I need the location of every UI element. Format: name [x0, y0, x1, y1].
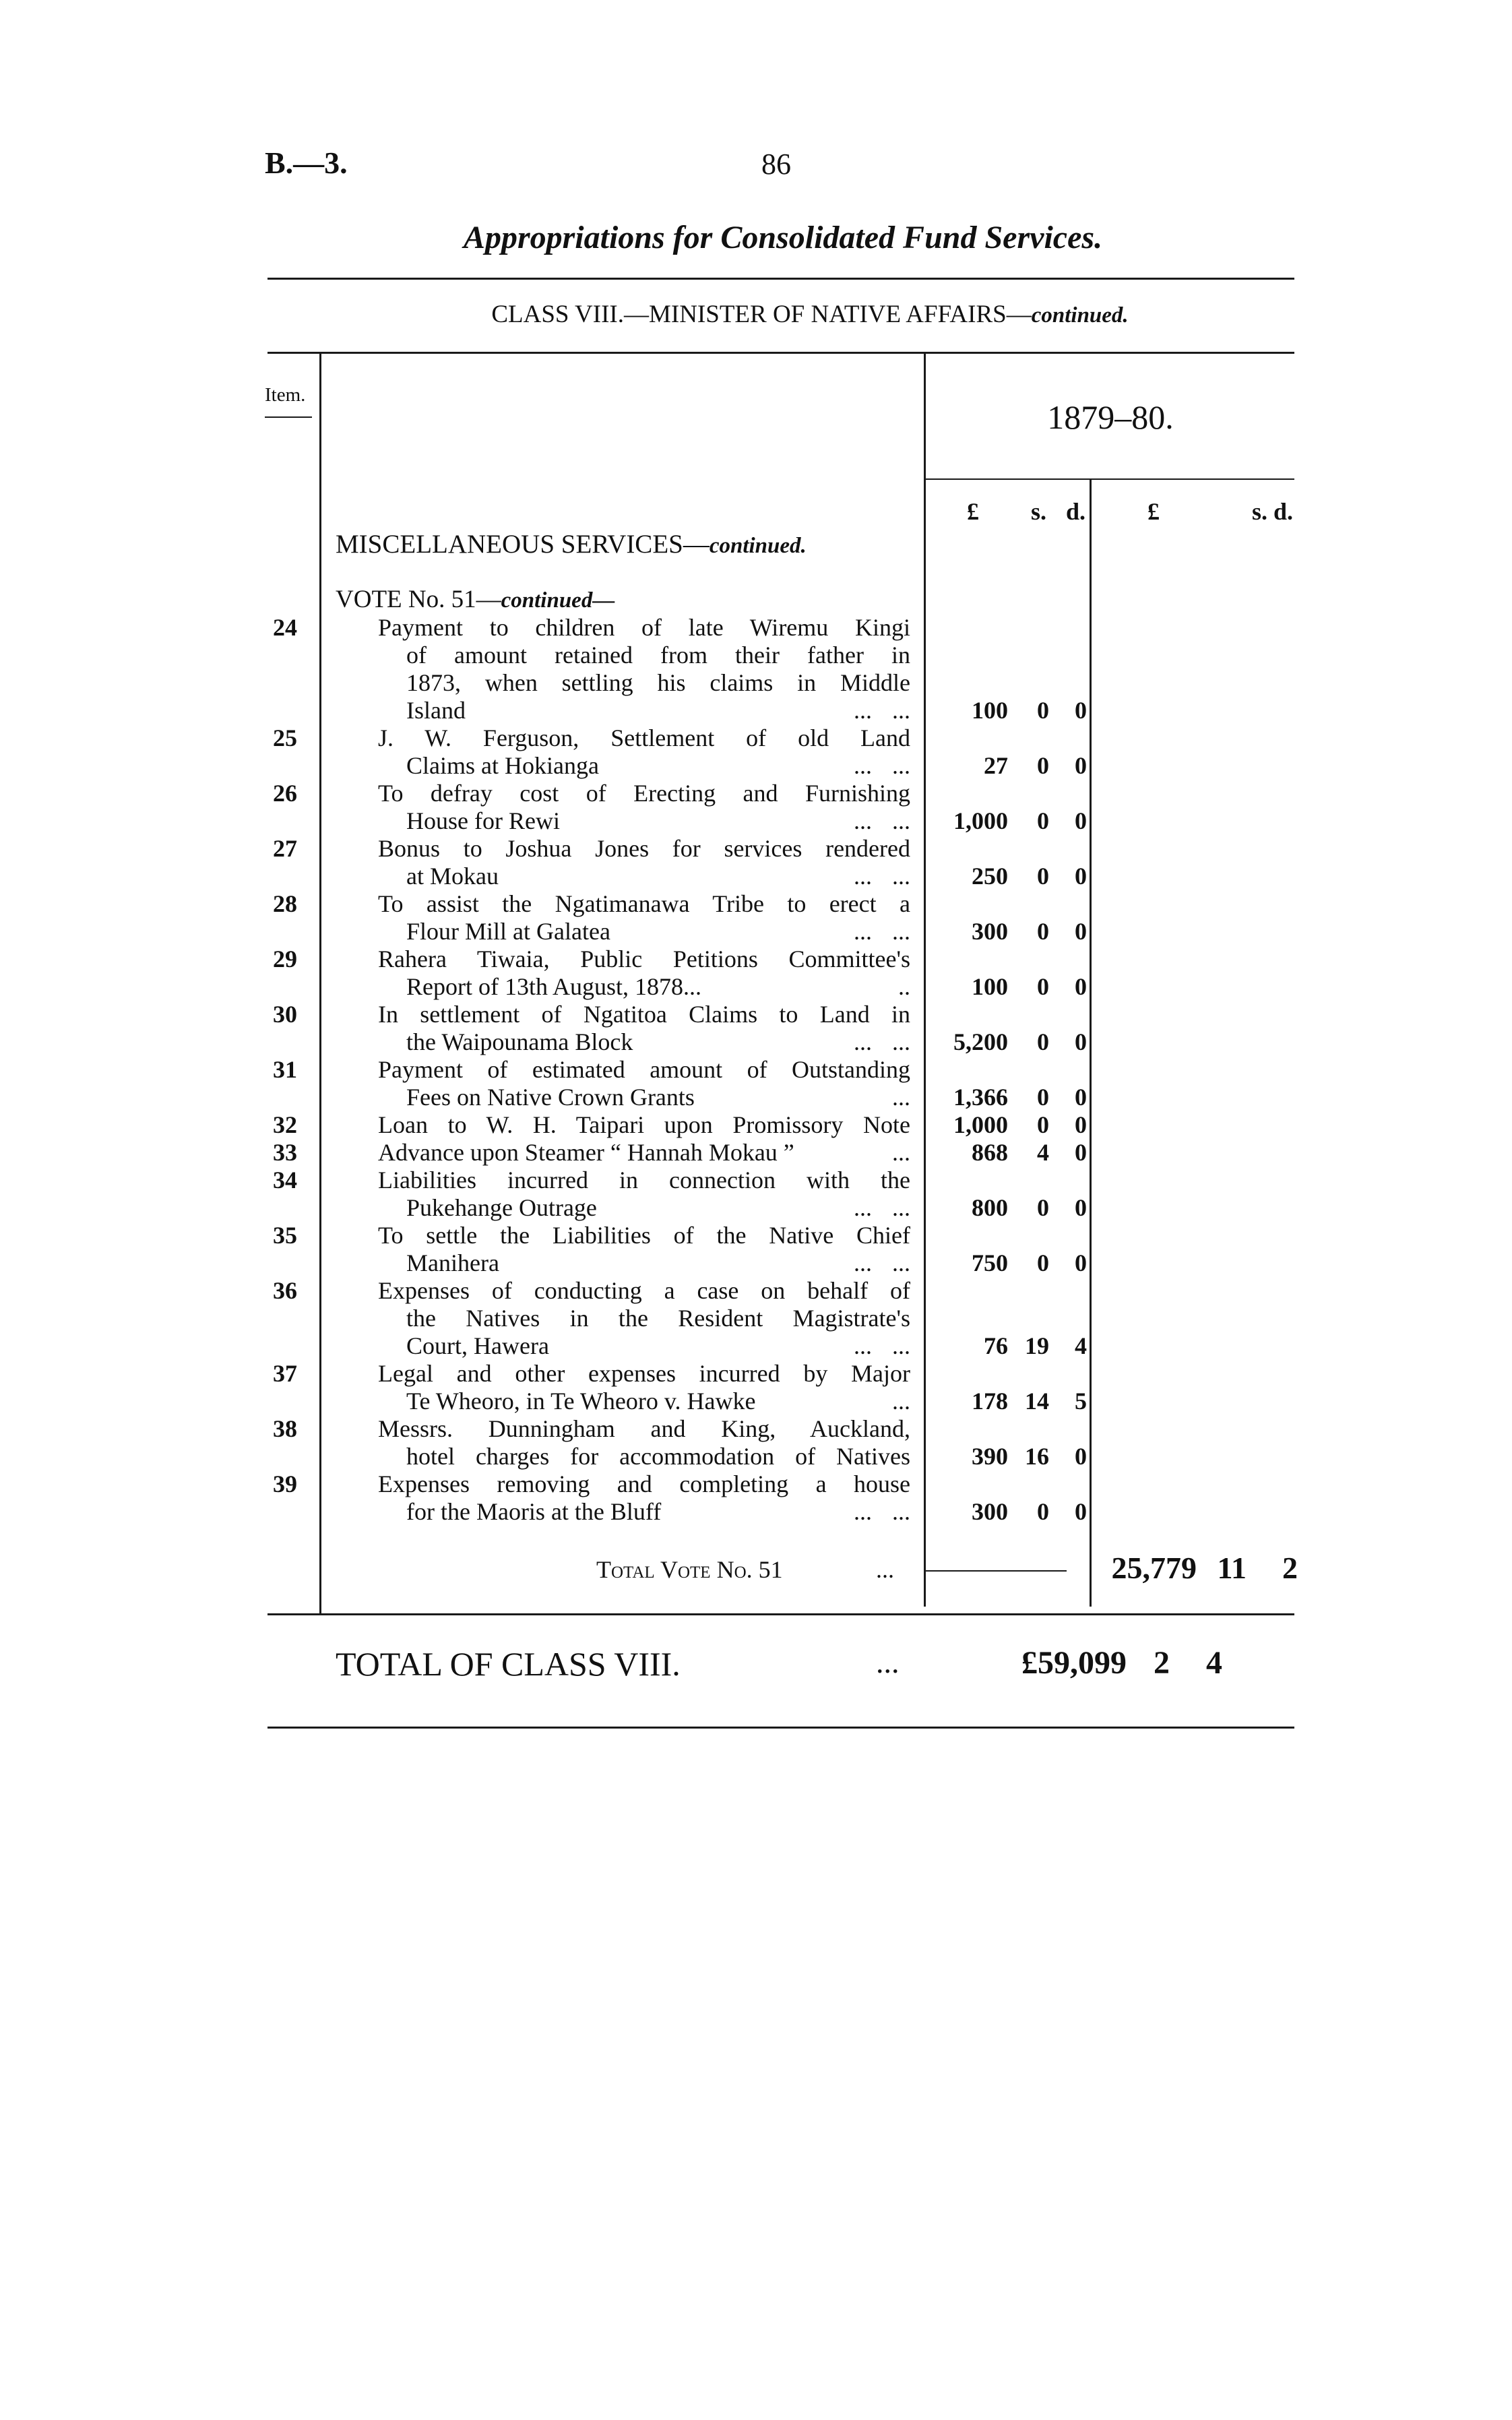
item-line — [265, 890, 1302, 918]
item-number: 30 — [273, 1001, 297, 1028]
items-list — [265, 614, 1302, 1526]
item-description-text: House for Rewi — [406, 807, 560, 834]
dot-leader: ... — [854, 1249, 872, 1276]
item-line — [265, 1084, 1302, 1111]
item-description-line — [406, 863, 910, 890]
dot-leader: ... — [892, 1139, 910, 1166]
item-description-line — [406, 1332, 910, 1360]
item-line — [265, 1388, 1302, 1415]
item-description-line — [378, 945, 910, 973]
total-class-pounds: £59,099 — [1021, 1645, 1127, 1681]
col-header-pounds: £ — [967, 498, 979, 525]
table-row — [265, 780, 1302, 835]
table-row — [265, 835, 1302, 890]
amount-shillings: 0 — [1037, 1249, 1049, 1276]
table-row — [265, 890, 1302, 945]
vote-heading — [336, 585, 615, 614]
item-description-line — [378, 1111, 910, 1139]
dot-leader: ... — [854, 1498, 872, 1525]
item-description-text: Expenses of conducting a case on behalf of — [378, 1277, 910, 1304]
amount-pence: 0 — [1075, 1443, 1087, 1470]
item-description-text: Payment of estimated amount of Outstanding — [378, 1056, 910, 1083]
item-description-text: the Waipounama Block — [406, 1028, 633, 1055]
item-description-line — [378, 1470, 910, 1498]
dot-leader: ... — [854, 1028, 872, 1055]
item-line — [265, 1305, 1302, 1332]
item-description-text: To defray cost of Erecting and Furnishing — [378, 780, 910, 807]
total-vote-pence: 2 — [1282, 1551, 1298, 1585]
title-rule — [267, 278, 1294, 280]
amount-shillings: 0 — [1037, 1194, 1049, 1221]
item-line — [265, 973, 1302, 1001]
total-vote-leader: ... — [876, 1556, 894, 1583]
item-line — [265, 1001, 1302, 1028]
item-line — [265, 724, 1302, 752]
document-code: B.—3. — [265, 146, 348, 180]
table-row — [265, 1139, 1302, 1167]
dot-leader: ... — [854, 697, 872, 724]
table-row — [265, 945, 1302, 1001]
item-description-line — [378, 1139, 910, 1167]
dot-leader: ... — [892, 697, 910, 724]
class-heading-main: CLASS VIII.—MINISTER OF NATIVE AFFAIRS— — [491, 301, 1032, 328]
dot-leader: ... — [854, 1194, 872, 1221]
item-description-text: Te Wheoro, in Te Wheoro v. Hawke — [406, 1388, 756, 1415]
total-class-pence: 4 — [1206, 1645, 1222, 1681]
item-description-text: J. W. Ferguson, Settlement of old Land — [378, 724, 910, 751]
item-number: 26 — [273, 780, 297, 807]
item-number: 36 — [273, 1277, 297, 1304]
amount-pounds: 1,000 — [953, 807, 1008, 834]
dot-leader: ... — [854, 752, 872, 779]
amount-shillings: 0 — [1037, 752, 1049, 779]
item-description-line — [406, 642, 910, 669]
amount-shillings: 4 — [1037, 1139, 1049, 1166]
item-description-line — [378, 1360, 910, 1388]
item-number: 32 — [273, 1111, 297, 1138]
amount-pounds: 1,000 — [953, 1111, 1008, 1138]
dot-leader: ... — [854, 1332, 872, 1359]
item-description-line — [406, 1443, 910, 1470]
table-row — [265, 1415, 1302, 1470]
item-number: 34 — [273, 1167, 297, 1193]
table-row — [265, 1360, 1302, 1415]
item-description-text: for the Maoris at the Bluff — [406, 1498, 662, 1525]
item-description-text: To assist the Ngatimanawa Tribe to erect a — [378, 890, 910, 917]
item-description-text: Advance upon Steamer “ Hannah Mokau ” — [378, 1139, 794, 1166]
amount-pounds: 300 — [972, 918, 1008, 945]
class-heading — [0, 300, 1512, 329]
item-number: 28 — [273, 890, 297, 917]
dot-leader: ... — [892, 1498, 910, 1525]
class-heading-suffix: continued. — [1031, 303, 1129, 328]
item-description-text: Expenses removing and completing a house — [378, 1470, 910, 1497]
amount-pence: 0 — [1075, 918, 1087, 945]
dot-leader: ... — [892, 1332, 910, 1359]
amount-pounds: 100 — [972, 973, 1008, 1000]
dot-leader: ... — [892, 918, 910, 945]
table-row — [265, 1470, 1302, 1526]
item-number: 25 — [273, 724, 297, 751]
dot-leader: ... — [854, 918, 872, 945]
item-line — [265, 614, 1302, 642]
year-header: 1879–80. — [1047, 398, 1174, 436]
item-description-text: Pukehange Outrage — [406, 1194, 597, 1221]
amount-shillings: 16 — [1025, 1443, 1049, 1470]
total-vote-pounds: 25,779 — [1111, 1551, 1197, 1585]
amount-pounds: 178 — [972, 1388, 1008, 1415]
item-description-line — [378, 1001, 910, 1028]
item-description-text: Messrs. Dunningham and King, Auckland, — [378, 1415, 910, 1442]
table-row — [265, 1111, 1302, 1139]
page-title: Appropriations for Consolidated Fund Services. — [463, 220, 1103, 255]
item-description-line — [406, 752, 910, 780]
amount-pounds: 1,366 — [953, 1084, 1008, 1111]
dot-leader: ... — [892, 1194, 910, 1221]
item-description-line — [406, 669, 910, 697]
amount-shillings: 0 — [1037, 918, 1049, 945]
item-description-line — [406, 1194, 910, 1222]
item-description-text: In settlement of Ngatitoa Claims to Land in — [378, 1001, 910, 1028]
item-description-line — [406, 807, 910, 835]
dot-leader: ... — [892, 1388, 910, 1415]
item-description-text: To settle the Liabilities of the Native Chief — [378, 1222, 910, 1249]
item-description-text: Rahera Tiwaia, Public Petitions Committee's — [378, 945, 910, 972]
amount-pounds: 27 — [984, 752, 1008, 779]
amount-shillings: 0 — [1037, 1084, 1049, 1111]
col-header-total-pence: d. — [1273, 498, 1294, 525]
item-description-line — [378, 835, 910, 863]
item-line — [265, 835, 1302, 863]
amount-pence: 0 — [1075, 1139, 1087, 1166]
item-description-line — [378, 1056, 910, 1084]
item-description-text: at Mokau — [406, 863, 499, 890]
item-line — [265, 1249, 1302, 1277]
page-number: 86 — [761, 148, 791, 181]
item-line — [265, 1111, 1302, 1139]
amount-pence: 0 — [1075, 1498, 1087, 1525]
item-description-text: Flour Mill at Galatea — [406, 918, 610, 945]
table-row — [265, 1277, 1302, 1360]
item-number: 35 — [273, 1222, 297, 1249]
total-vote-shillings: 11 — [1217, 1551, 1247, 1585]
amount-shillings: 0 — [1037, 973, 1049, 1000]
item-line — [265, 1332, 1302, 1360]
item-description-text: Payment to children of late Wiremu Kingi — [378, 614, 910, 641]
item-description-text: Loan to W. H. Taipari upon Promissory Note — [378, 1111, 910, 1138]
item-description-line — [406, 1388, 910, 1415]
amount-pence: 0 — [1075, 1111, 1087, 1138]
col-header-total-pounds: £ — [1147, 498, 1160, 525]
total-class-label: TOTAL OF CLASS VIII. — [336, 1645, 681, 1683]
item-number: 27 — [273, 835, 297, 862]
total-class-shillings: 2 — [1154, 1645, 1170, 1681]
item-line — [265, 1028, 1302, 1056]
subtotal-rule — [925, 1570, 1067, 1572]
item-description-line — [378, 614, 910, 642]
dot-leader: ... — [892, 1028, 910, 1055]
amount-pence: 0 — [1075, 973, 1087, 1000]
item-line — [265, 918, 1302, 945]
item-line — [265, 1470, 1302, 1498]
amount-pence: 0 — [1075, 1194, 1087, 1221]
amount-shillings: 0 — [1037, 807, 1049, 834]
section-heading-main: MISCELLANEOUS SERVICES— — [336, 530, 710, 559]
col-header-pence: d. — [1066, 498, 1086, 525]
item-description-text: hotel charges for accommodation of Natives — [406, 1443, 910, 1470]
item-number: 39 — [273, 1470, 297, 1497]
item-description-line — [406, 918, 910, 945]
item-header-rule — [265, 416, 312, 418]
item-line — [265, 1139, 1302, 1167]
item-line — [265, 1443, 1302, 1470]
table-row — [265, 1222, 1302, 1277]
item-line — [265, 1194, 1302, 1222]
item-line — [265, 1056, 1302, 1084]
item-line — [265, 1360, 1302, 1388]
dot-leader: ... — [892, 752, 910, 779]
total-vote-label: Total Vote No. 51 — [596, 1556, 783, 1583]
item-line — [265, 945, 1302, 973]
item-line — [265, 669, 1302, 697]
table-row — [265, 1056, 1302, 1111]
item-line — [265, 642, 1302, 669]
amount-pounds: 76 — [984, 1332, 1008, 1359]
item-description-line — [406, 1305, 910, 1332]
amount-shillings: 14 — [1025, 1388, 1049, 1415]
item-description-text: Court, Hawera — [406, 1332, 549, 1359]
item-description-line — [406, 1084, 910, 1111]
amount-pounds: 5,200 — [953, 1028, 1008, 1055]
item-description-text: 1873, when settling his claims in Middle — [406, 669, 910, 696]
table-row — [265, 614, 1302, 724]
dot-leader: ... — [854, 863, 872, 890]
item-line — [265, 780, 1302, 807]
amount-pounds: 868 — [972, 1139, 1008, 1166]
item-description-text: the Natives in the Resident Magistrate's — [406, 1305, 910, 1332]
item-line — [265, 1167, 1302, 1194]
item-line — [265, 807, 1302, 835]
item-description-text: Bonus to Joshua Jones for services rendered — [378, 835, 910, 862]
item-number: 33 — [273, 1139, 297, 1166]
item-line — [265, 1277, 1302, 1305]
item-description-line — [406, 1028, 910, 1056]
amount-shillings: 19 — [1025, 1332, 1049, 1359]
amount-shillings: 0 — [1037, 697, 1049, 724]
amount-pounds: 250 — [972, 863, 1008, 890]
section-heading — [336, 529, 807, 559]
item-description-line — [378, 1222, 910, 1249]
item-number: 31 — [273, 1056, 297, 1083]
year-header-rule — [925, 478, 1294, 480]
item-description-line — [406, 1498, 910, 1526]
item-description-text: Liabilities incurred in connection with the — [378, 1167, 910, 1193]
item-line — [265, 1498, 1302, 1526]
amount-pence: 5 — [1075, 1388, 1087, 1415]
item-line — [265, 752, 1302, 780]
item-description-text: Legal and other expenses incurred by Major — [378, 1360, 910, 1387]
item-description-text: of amount retained from their father in — [406, 642, 910, 669]
item-description-line — [406, 973, 910, 1001]
amount-pence: 0 — [1075, 807, 1087, 834]
item-description-line — [406, 697, 910, 724]
dot-leader: ... — [892, 1249, 910, 1276]
item-description-text: Manihera — [406, 1249, 499, 1276]
amount-shillings: 0 — [1037, 1498, 1049, 1525]
amount-pence: 0 — [1075, 697, 1087, 724]
item-line — [265, 697, 1302, 724]
amount-shillings: 0 — [1037, 1111, 1049, 1138]
amount-pence: 0 — [1075, 1249, 1087, 1276]
closing-rule — [267, 1727, 1294, 1729]
amount-pence: 4 — [1075, 1332, 1087, 1359]
amount-pence: 0 — [1075, 863, 1087, 890]
item-description-text: Claims at Hokianga — [406, 752, 599, 779]
dot-leader: ... — [892, 1084, 910, 1111]
amount-pounds: 750 — [972, 1249, 1008, 1276]
item-description-text: Report of 13th August, 1878... — [406, 973, 701, 1000]
dot-leader: .. — [898, 973, 910, 1000]
amount-pounds: 800 — [972, 1194, 1008, 1221]
section-heading-suffix: continued. — [709, 534, 807, 558]
table-row — [265, 1167, 1302, 1222]
amount-pence: 0 — [1075, 1028, 1087, 1055]
vote-heading-suffix: continued— — [501, 588, 615, 613]
item-number: 24 — [273, 614, 297, 641]
item-description-line — [378, 780, 910, 807]
total-class-leader: ... — [876, 1645, 900, 1679]
item-number: 38 — [273, 1415, 297, 1442]
item-description-text: Island — [406, 697, 466, 724]
item-number: 29 — [273, 945, 297, 972]
table-row — [265, 724, 1302, 780]
col-header-total-shillings: s. — [1252, 498, 1268, 525]
table-row — [265, 1001, 1302, 1056]
item-line — [265, 1415, 1302, 1443]
dot-leader: ... — [854, 807, 872, 834]
amount-pounds: 390 — [972, 1443, 1008, 1470]
dot-leader: ... — [892, 863, 910, 890]
table-bottom-rule — [267, 1613, 1294, 1615]
item-description-line — [378, 724, 910, 752]
item-description-line — [378, 890, 910, 918]
dot-leader: ... — [892, 807, 910, 834]
vote-heading-main: VOTE No. 51— — [336, 586, 501, 613]
amount-pounds: 300 — [972, 1498, 1008, 1525]
col-header-shillings: s. — [1031, 498, 1047, 525]
item-description-line — [406, 1249, 910, 1277]
amount-shillings: 0 — [1037, 1028, 1049, 1055]
amount-shillings: 0 — [1037, 863, 1049, 890]
item-description-line — [378, 1167, 910, 1194]
table-top-rule — [267, 352, 1294, 354]
amount-pounds: 100 — [972, 697, 1008, 724]
item-line — [265, 1222, 1302, 1249]
item-line — [265, 863, 1302, 890]
item-description-line — [378, 1415, 910, 1443]
amount-pence: 0 — [1075, 1084, 1087, 1111]
amount-pence: 0 — [1075, 752, 1087, 779]
item-description-text: Fees on Native Crown Grants — [406, 1084, 695, 1111]
item-description-line — [378, 1277, 910, 1305]
item-column-header: Item. — [265, 384, 306, 406]
item-number: 37 — [273, 1360, 297, 1387]
